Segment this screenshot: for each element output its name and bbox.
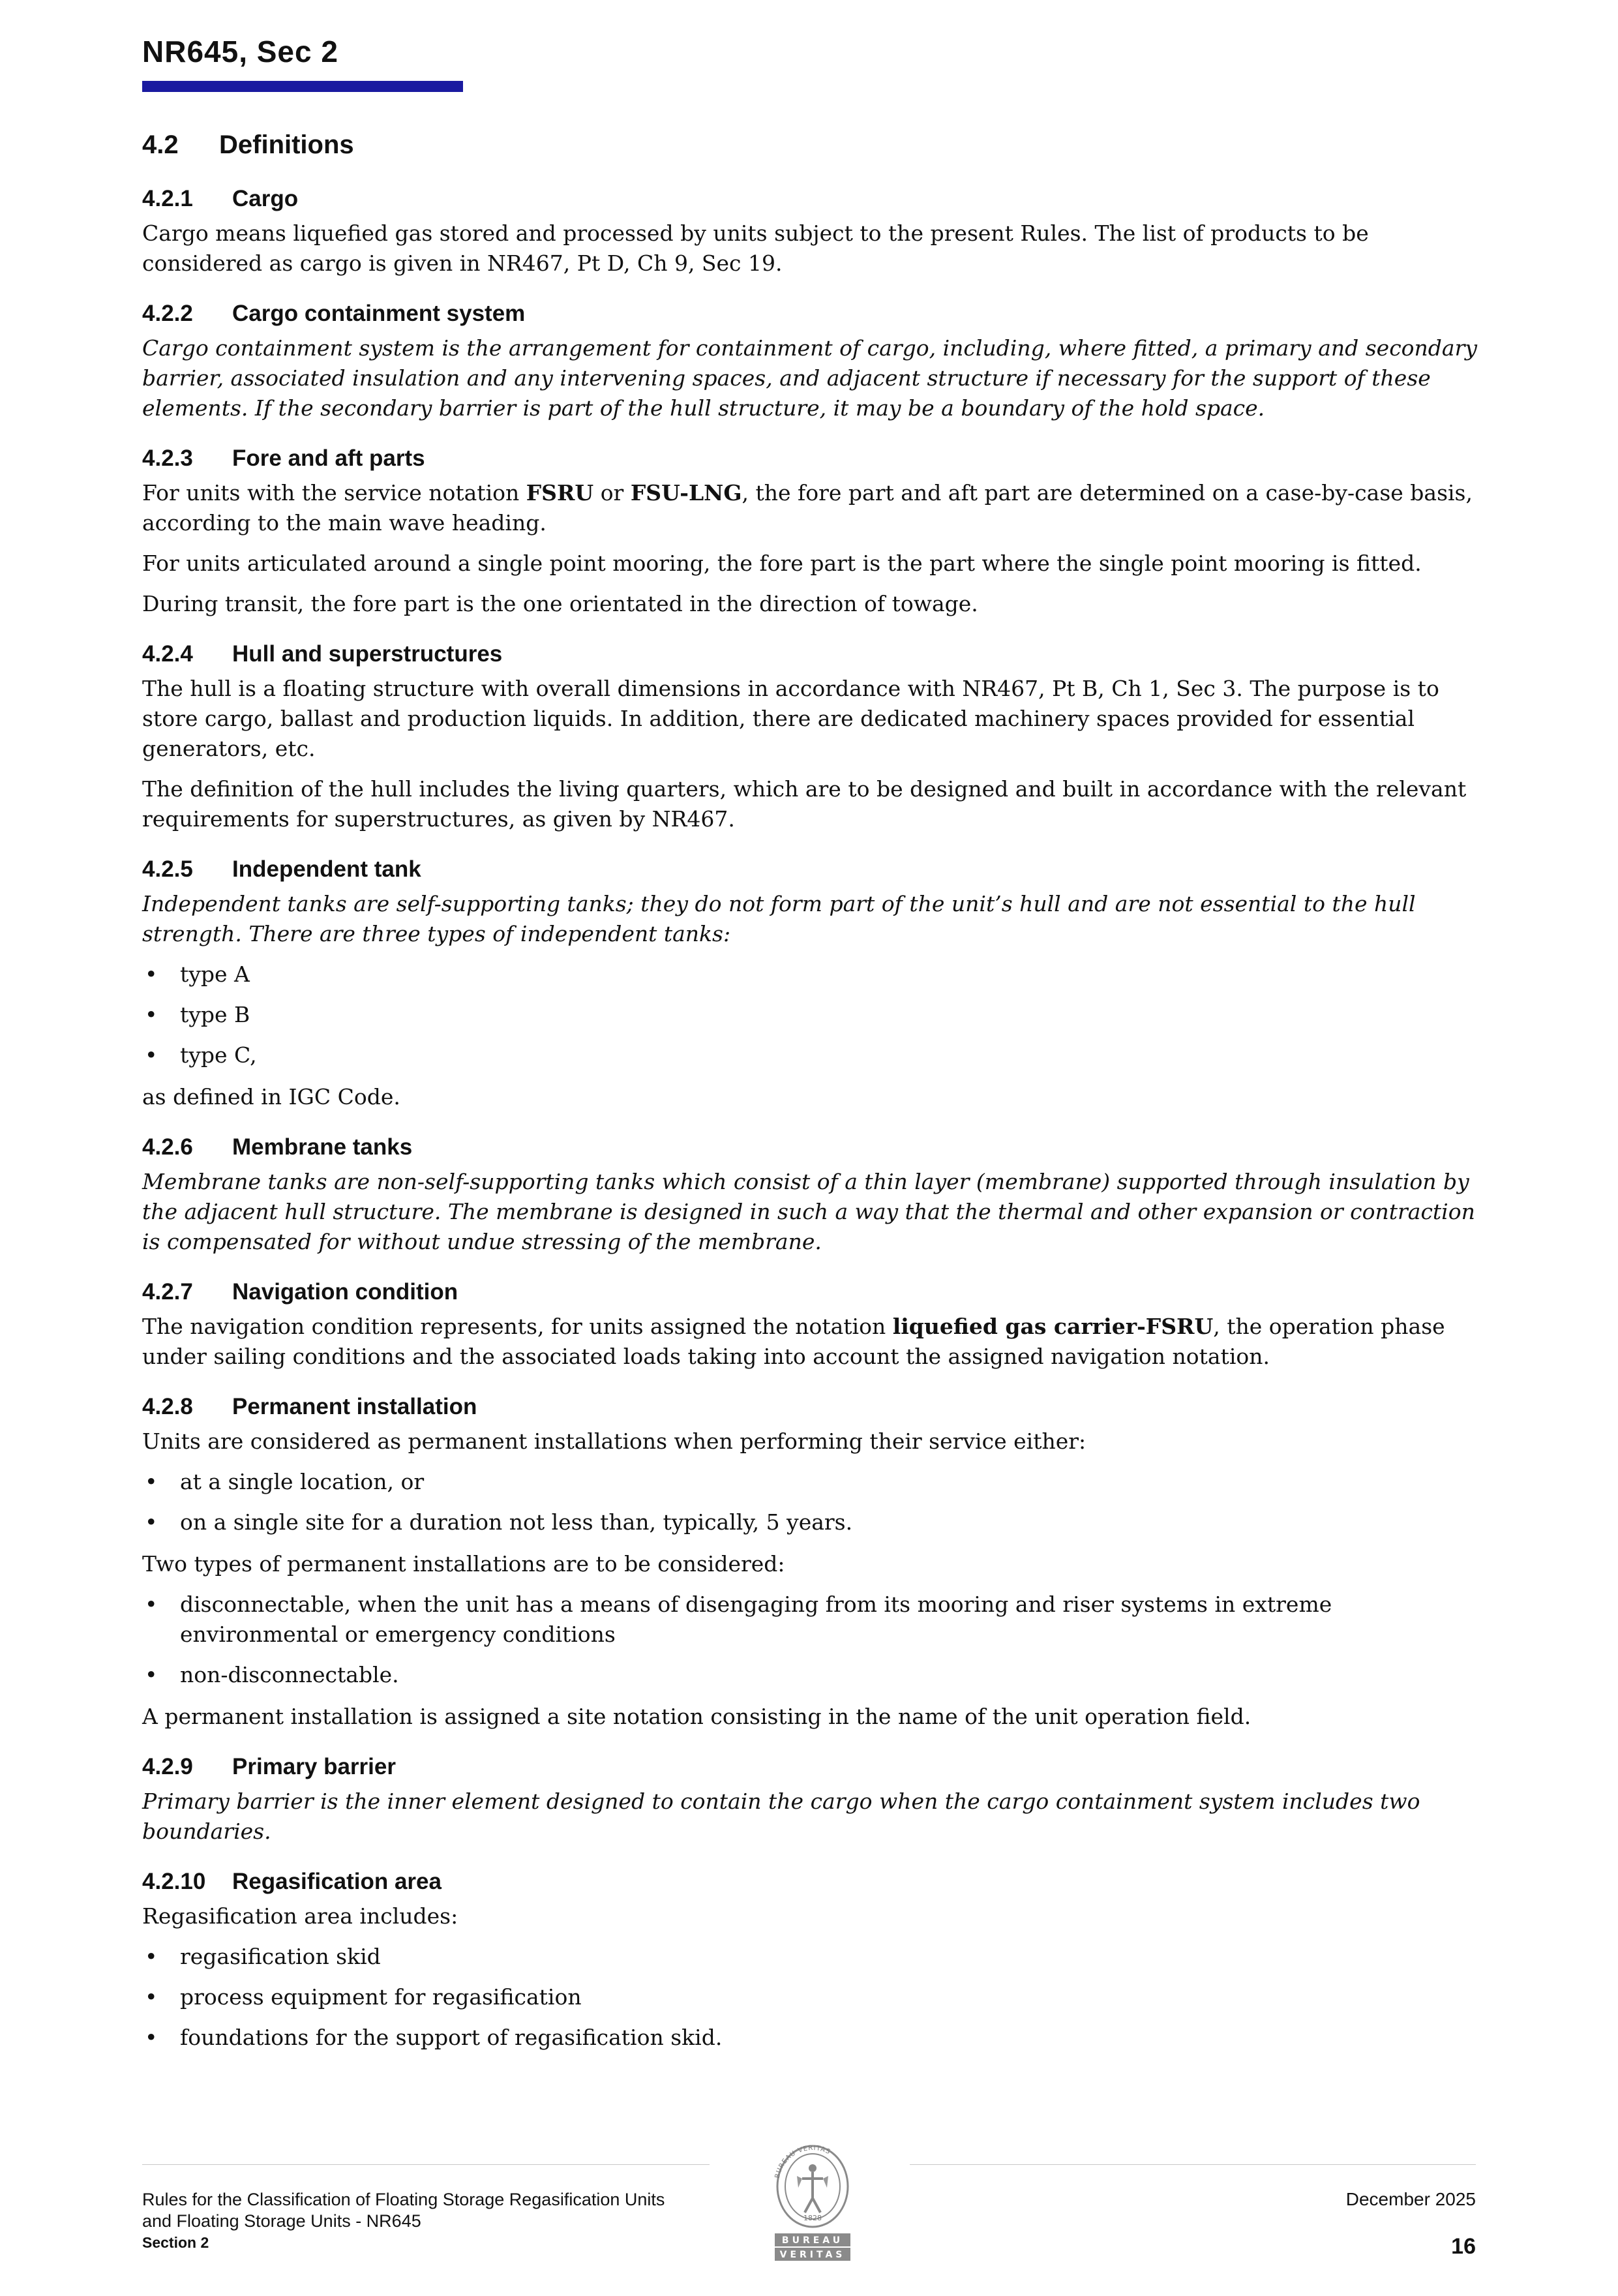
list-item: • type A xyxy=(142,959,1479,989)
text-run: or xyxy=(593,480,631,506)
heading-number: 4.2.7 xyxy=(142,1279,193,1305)
text-run: For units with the service notation xyxy=(142,480,526,506)
paragraph-italic: Primary barrier is the inner element designed to contain the cargo when the cargo containment system includes two boundaries. xyxy=(142,1789,1420,1844)
paragraph xyxy=(142,1312,1479,1372)
bullet-list xyxy=(142,1590,1479,1690)
paragraph: During transit, the fore part is the one orientated in the direction of towage. xyxy=(142,591,978,616)
heading-number: 4.2.2 xyxy=(142,301,193,326)
heading-number: 4.2.4 xyxy=(142,641,193,667)
heading-title: Primary barrier xyxy=(232,1754,396,1779)
paragraph xyxy=(142,478,1479,538)
heading-title: Cargo containment system xyxy=(232,301,526,326)
heading-independent-tank xyxy=(142,856,1479,883)
heading-title: Membrane tanks xyxy=(232,1134,413,1160)
section-number: 4.2 xyxy=(142,130,179,159)
footer-title-line: Rules for the Classification of Floating Storage Regasification Units xyxy=(142,2190,665,2209)
heading-cargo xyxy=(142,186,1479,212)
svg-text:BUREAU VERITAS: BUREAU VERITAS xyxy=(773,2144,832,2179)
footer-rule-right xyxy=(910,2164,1476,2165)
page-number: 16 xyxy=(1451,2234,1476,2259)
heading-title: Cargo xyxy=(232,186,299,211)
footer-section: Section 2 xyxy=(142,2234,209,2251)
footer-date: December 2025 xyxy=(1345,2189,1476,2209)
list-item: • foundations for the support of regasification skid. xyxy=(142,2023,1479,2053)
heading-title: Regasification area xyxy=(232,1869,442,1894)
page-content xyxy=(142,130,1479,2064)
heading-number: 4.2.6 xyxy=(142,1134,193,1160)
section-title: Definitions xyxy=(219,130,354,159)
heading-cargo-containment-system xyxy=(142,301,1479,327)
paragraph: A permanent installation is assigned a site notation consisting in the name of the unit operation field. xyxy=(142,1704,1251,1729)
list-item: • type B xyxy=(142,1000,1479,1030)
paragraph: Regasification area includes: xyxy=(142,1903,458,1929)
heading-title: Navigation condition xyxy=(232,1279,458,1305)
heading-membrane-tanks xyxy=(142,1134,1479,1160)
heading-navigation-condition xyxy=(142,1279,1479,1305)
svg-text:VERITAS: VERITAS xyxy=(779,2250,846,2260)
heading-number: 4.2.1 xyxy=(142,186,193,211)
heading-title: Fore and aft parts xyxy=(232,446,425,471)
text-run: The navigation condition represents, for units assigned the notation xyxy=(142,1314,893,1339)
heading-hull-superstructures xyxy=(142,641,1479,667)
bullet-list xyxy=(142,959,1479,1070)
notation-fsru: FSRU xyxy=(526,480,594,506)
paragraph-italic: Membrane tanks are non-self-supporting tanks which consist of a thin layer (membrane) supported through insulation by the adjacent hull structure. The membrane is designed in such a way that the thermal and other expansion or contraction is compensated for without undue stressing of the membrane. xyxy=(142,1169,1475,1254)
list-item: • regasification skid xyxy=(142,1942,1479,1972)
paragraph: The hull is a floating structure with overall dimensions in accordance with NR467, Pt B, Ch 1, Sec 3. The purpose is to store cargo, ballast and production liquids. In addition, there are dedicated machinery spaces provided for essential generators, etc. xyxy=(142,676,1439,761)
paragraph: Two types of permanent installations are to be considered: xyxy=(142,1551,785,1577)
running-header: NR645, Sec 2 xyxy=(142,35,338,68)
heading-number: 4.2.3 xyxy=(142,446,193,471)
list-item: • process equipment for regasification xyxy=(142,1982,1479,2012)
bureau-veritas-logo xyxy=(764,2139,861,2263)
heading-number: 4.2.5 xyxy=(142,856,193,882)
footer-title-line: and Floating Storage Units - NR645 xyxy=(142,2211,421,2231)
paragraph: as defined in IGC Code. xyxy=(142,1084,400,1110)
heading-title: Independent tank xyxy=(232,856,421,882)
paragraph-italic: Independent tanks are self-supporting tanks; they do not form part of the unit’s hull and are not essential to the hull strength. There are three types of independent tanks: xyxy=(142,891,1416,946)
paragraph: The definition of the hull includes the living quarters, which are to be designed and built in accordance with the relevant requirements for superstructures, as given by NR467. xyxy=(142,776,1467,832)
heading-primary-barrier xyxy=(142,1754,1479,1780)
heading-title: Hull and superstructures xyxy=(232,641,503,667)
heading-title: Permanent installation xyxy=(232,1394,477,1419)
heading-number: 4.2.10 xyxy=(142,1869,206,1894)
notation-lgc-fsru: liquefied gas carrier-FSRU xyxy=(892,1314,1214,1339)
paragraph: Cargo means liquefied gas stored and processed by units subject to the present Rules. The list of products to be considered as cargo is given in NR467, Pt D, Ch 9, Sec 19. xyxy=(142,220,1369,276)
svg-text:BUREAU: BUREAU xyxy=(781,2235,844,2246)
heading-number: 4.2.9 xyxy=(142,1754,193,1779)
paragraph: Units are considered as permanent installations when performing their service either: xyxy=(142,1428,1086,1454)
footer-rule-left xyxy=(142,2164,710,2165)
list-item: • on a single site for a duration not less than, typically, 5 years. xyxy=(142,1507,1479,1537)
section-heading xyxy=(142,130,1479,160)
footer-document-title xyxy=(142,2189,794,2254)
bullet-list xyxy=(142,1467,1479,1537)
heading-fore-aft-parts xyxy=(142,446,1479,472)
paragraph: For units articulated around a single point mooring, the fore part is the part where the single point mooring is fitted. xyxy=(142,551,1422,576)
paragraph-italic: Cargo containment system is the arrangement for containment of cargo, including, where fitted, a primary and secondary barrier, associated insulation and any intervening spaces, and adjacent structure if necessary for the support of these elements. If the secondary barrier is part of the hull structure, it may be a boundary of the hold space. xyxy=(142,335,1478,421)
bullet-list xyxy=(142,1942,1479,2053)
list-item: • type C, xyxy=(142,1040,1479,1070)
svg-text:1828: 1828 xyxy=(803,2214,822,2222)
list-item: • at a single location, or xyxy=(142,1467,1479,1497)
list-item: • non-disconnectable. xyxy=(142,1660,1479,1690)
heading-regasification-area xyxy=(142,1869,1479,1895)
list-item: • disconnectable, when the unit has a means of disengaging from its mooring and riser systems in extreme environmental or emergency conditions xyxy=(142,1590,1479,1650)
notation-fsu-lng: FSU-LNG xyxy=(630,480,742,506)
heading-number: 4.2.8 xyxy=(142,1394,193,1419)
header-rule xyxy=(142,81,463,92)
text-run: , the operation phase under sailing conditions and the associated loads taking into account the assigned navigation notation. xyxy=(142,1314,1445,1369)
heading-permanent-installation xyxy=(142,1394,1479,1420)
text-run: , the fore part and aft part are determined on a case-by-case basis, according to the main wave heading. xyxy=(142,480,1473,536)
